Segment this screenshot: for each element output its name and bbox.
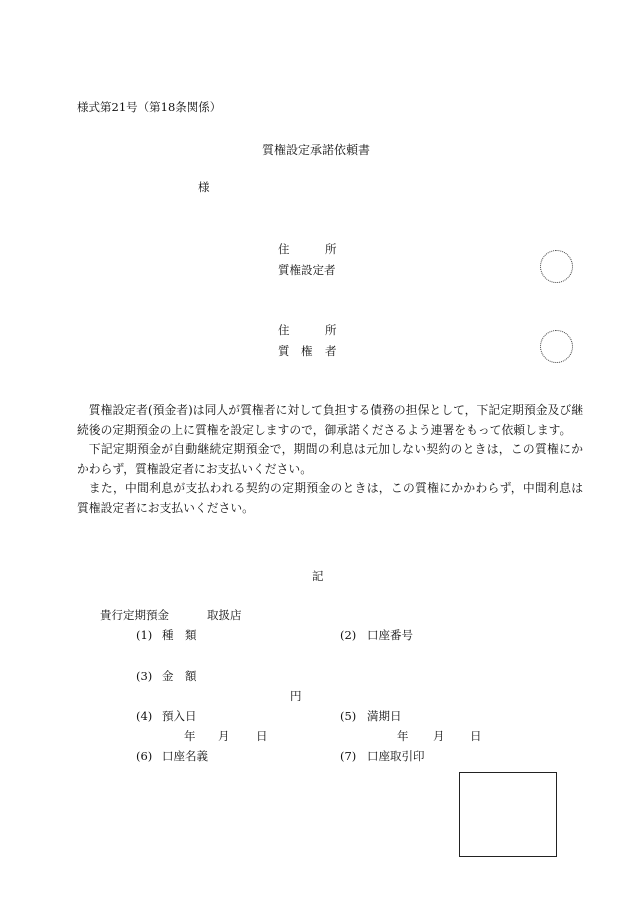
item-number-2: (2) <box>340 628 357 642</box>
deposit-date-label: 預入日 <box>162 709 197 723</box>
kind-label-2: 類 <box>185 628 197 642</box>
body-paragraph: 下記定期預金が自動継続定期預金で，期間の利息は元加しない契約のときは，この質権にかかわらず，質権設定者にお支払いください。 <box>77 442 583 476</box>
maturity-month-label: 月 <box>433 729 445 743</box>
deposit-day-label: 日 <box>256 729 268 743</box>
pledgee-name-label-2: 権 <box>301 344 313 358</box>
branch-label: 取扱店 <box>207 608 242 622</box>
maturity-year-label: 年 <box>397 729 409 743</box>
pledgor-address-label-1: 住 <box>278 242 290 256</box>
ki-heading: 記 <box>312 569 324 583</box>
account-name-label: 口座名義 <box>162 749 208 763</box>
item-number-7: (7) <box>340 749 357 763</box>
kind-label-1: 種 <box>162 628 174 642</box>
body-paragraph: また，中間利息が支払われる契約の定期預金のときは，この質権にかかわらず，中間利息は質権設定者にお支払いください。 <box>77 481 583 515</box>
pledgee-seal-circle <box>540 330 573 363</box>
amount-label-1: 金 <box>162 669 174 683</box>
account-number-label: 口座番号 <box>367 628 413 642</box>
deposit-month-label: 月 <box>218 729 230 743</box>
pledgor-address-label-2: 所 <box>325 242 337 256</box>
maturity-day-label: 日 <box>470 729 482 743</box>
item-number-6: (6) <box>136 749 153 763</box>
yen-label: 円 <box>290 689 302 703</box>
deposit-label: 貴行定期預金 <box>100 608 169 622</box>
amount-label-2: 額 <box>185 669 197 683</box>
form-number: 様式第21号（第18条関係） <box>77 100 222 114</box>
pledgor-name-label: 質権設定者 <box>278 263 336 277</box>
pledgee-address-label-2: 所 <box>325 323 337 337</box>
pledgee-address-label-1: 住 <box>278 323 290 337</box>
account-seal-label: 口座取引印 <box>367 749 425 763</box>
pledgee-name-label-1: 質 <box>278 344 290 358</box>
addressee-suffix: 様 <box>198 180 210 194</box>
document-title: 質権設定承諾依頼書 <box>262 143 371 157</box>
seal-impression-box <box>459 772 557 857</box>
body-paragraph: 質権設定者(預金者)は同人が質権者に対して負担する債務の担保として，下記定期預金及び継続後の定期預金の上に質権を設定しますので，御承諾くださるよう連署をもって依頼します。 <box>77 403 583 437</box>
item-number-1: (1) <box>136 628 153 642</box>
item-number-4: (4) <box>136 709 153 723</box>
pledgor-seal-circle <box>540 250 573 283</box>
item-number-5: (5) <box>340 709 357 723</box>
maturity-date-label: 満期日 <box>367 709 402 723</box>
deposit-year-label: 年 <box>184 729 196 743</box>
item-number-3: (3) <box>136 669 153 683</box>
pledgee-name-label-3: 者 <box>325 344 337 358</box>
body-text <box>77 401 583 519</box>
